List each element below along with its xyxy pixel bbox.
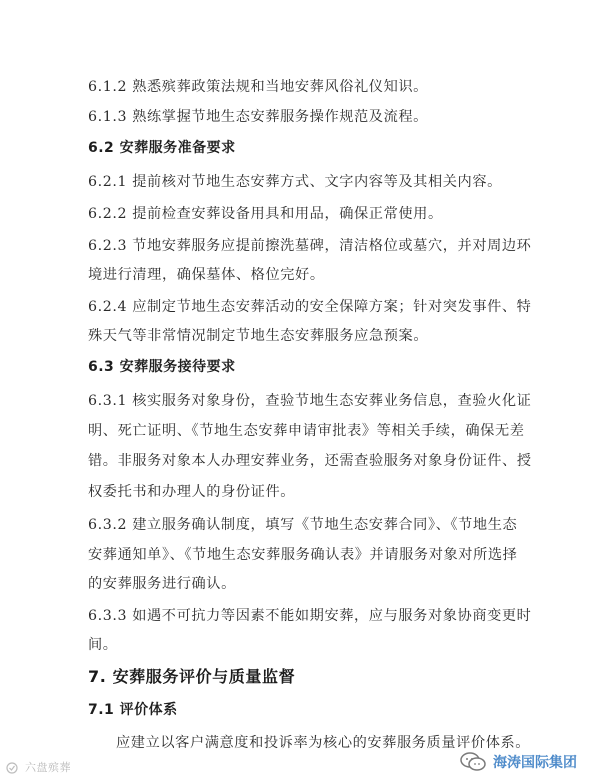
- watermark-left: [6, 759, 71, 775]
- heading-6-3: 6.3 安葬服务接待要求: [88, 359, 236, 375]
- heading-6-2: 6.2 安葬服务准备要求: [88, 140, 236, 156]
- para-6-2-2: 6.2.2 提前检查安葬设备用具和用品，确保正常使用。: [88, 206, 443, 222]
- badge-icon: [6, 762, 18, 774]
- para-6-3-3-line1: 6.3.3 如遇不可抗力等因素不能如期安葬，应与服务对象协商变更时: [88, 608, 532, 624]
- para-6-3-2-line3: 的安葬服务进行确认。: [88, 576, 236, 592]
- wechat-icon: [459, 751, 487, 773]
- para-6-2-3-line2: 境进行清理，确保墓体、格位完好。: [88, 267, 325, 283]
- para-7-1-body: 应建立以客户满意度和投诉率为核心的安葬服务质量评价体系。: [116, 735, 531, 751]
- watermark-right: [459, 751, 577, 773]
- para-6-2-4-line1: 6.2.4 应制定节地生态安葬活动的安全保障方案；针对突发事件、特: [88, 299, 532, 315]
- para-6-3-2-line2: 安葬通知单》、《节地生态安葬服务确认表》并请服务对象对所选择: [88, 547, 518, 563]
- para-6-1-3: 6.1.3 熟练掌握节地生态安葬服务操作规范及流程。: [88, 109, 428, 125]
- heading-7: 7. 安葬服务评价与质量监督: [88, 667, 296, 686]
- heading-7-1: 7.1 评价体系: [88, 702, 178, 718]
- para-6-2-1: 6.2.1 提前核对节地生态安葬方式、文字内容等及其相关内容。: [88, 174, 502, 190]
- para-6-3-3-line2: 间。: [88, 637, 118, 653]
- watermark-right-text: 海涛国际集团: [493, 755, 577, 771]
- para-6-2-4-line2: 殊天气等非常情况制定节地生态安葬服务应急预案。: [88, 328, 429, 344]
- para-6-3-2-line1: 6.3.2 建立服务确认制度，填写《节地生态安葬合同》、《节地生态: [88, 517, 518, 533]
- para-6-3-1-line4: 权委托书和办理人的身份证件。: [88, 484, 296, 500]
- para-6-3-1-line2: 明、死亡证明、《节地生态安葬申请审批表》等相关手续，确保无差: [88, 423, 525, 439]
- para-6-1-2: 6.1.2 熟悉殡葬政策法规和当地安葬风俗礼仪知识。: [88, 79, 428, 95]
- watermark-left-text: 六盘殡葬: [25, 761, 71, 774]
- para-6-3-1-line1: 6.3.1 核实服务对象身份，查验节地生态安葬业务信息，查验火化证: [88, 393, 532, 409]
- para-6-2-3-line1: 6.2.3 节地安葬服务应提前擦洗墓碑，清洁格位或墓穴，并对周边环: [88, 238, 532, 254]
- para-6-3-1-line3: 错。非服务对象本人办理安葬业务，还需查验服务对象身份证件、授: [88, 453, 532, 469]
